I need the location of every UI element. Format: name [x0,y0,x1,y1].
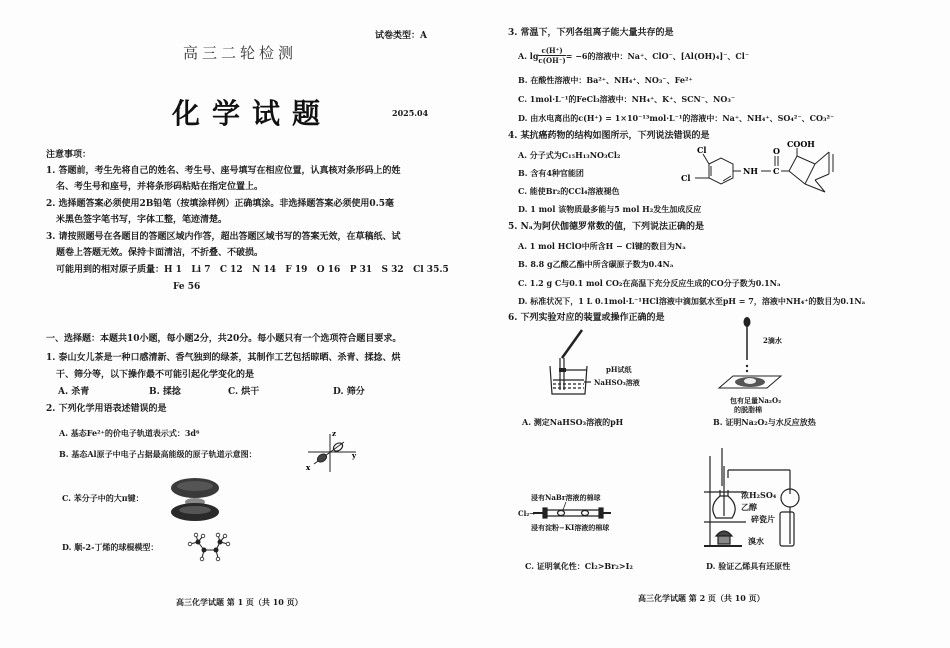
q2-option-a: A. 基态Fe²⁺的价电子轨道表示式：3d⁶ [59,428,200,438]
q1-stem-line2: 干、筛分等，以下操作最不可能引起化学变化的是 [56,370,255,380]
atomic-masses [56,265,449,276]
cooh-label: COOH [787,139,815,149]
q3-stem: 3. 常温下，下列各组离子能大量共存的是 [508,28,674,38]
q5-option-a: A. 1 mol HClO中所含H − Cl键的数目为Nₐ [518,241,686,251]
q1-option-d: D. 筛分 [333,387,365,397]
q1-option-c: C. 烘干 [228,387,260,397]
axis-y-label: y [352,451,357,460]
atomic-masses-label: 可能用到的相对原子质量： [56,265,165,275]
q3-option-a [518,46,749,65]
fig-b-label-drops: 2滴水 [763,336,782,345]
fig-c-label-bottom: 浸有淀粉−KI溶液的棉球 [531,523,610,532]
note-line: 米黑色签字笔书写，字体工整，笔迹清楚。 [56,215,228,225]
q2-stem: 2. 下列化学用语表述错误的是 [46,404,167,414]
q1-stem-line1: 1. 泰山女儿茶是一种口感清新、香气独到的绿茶，其制作工艺包括晾晒、杀青、揉捻、烘 [46,353,401,363]
q3-option-c: C. 1mol·L⁻¹的FeCl₃溶液中：NH₄⁺、K⁺、SCN⁻、NO₃⁻ [518,94,736,104]
q5-stem: 5. Nₐ为阿伏伽德罗常数的值，下列说法正确的是 [508,222,704,232]
exam-date: 2025.04 [392,108,429,118]
fig-d-label-bromine: 溴水 [748,536,764,546]
fig-a-label-paper: pH试纸 [606,365,632,374]
q2-option-d: D. 顺-2-丁烯的球棍模型： [62,542,159,552]
notes-heading: 注意事项： [46,150,92,160]
fig-b-dropper-cotton [715,316,785,394]
q3-option-b: B. 在酸性溶液中：Ba²⁺、NH₄⁺、NO₃⁻、Fe²⁺ [518,75,693,85]
p-orbital-diagram [300,428,360,474]
q5-option-b: B. 8.8 g乙酸乙酯中所含碳原子数为0.4Nₐ [518,259,674,269]
nh-label: NH [743,166,758,176]
section-heading: 一、选择题：本题共10小题，每小题2分，共20分。每小题只有一个选项符合题目要求。 [46,334,402,344]
note-line: 名、考生号和座号，并将条形码粘贴在指定位置上。 [56,182,264,192]
fig-d-label-ethanol: 乙醇 [741,502,757,512]
q5-option-d: D. 标准状况下，1 L 0.1mol·L⁻¹HCl溶液中滴加氨水至pH = 7，溶液中NH₄⁺的数目为0.1Nₐ [518,296,866,306]
q3-fraction-numerator: c(H⁺) [538,46,565,56]
fig-b-label-cotton-1: 包有足量Na₂O₂ [730,396,782,405]
exam-type-label: 试卷类型：A [375,31,427,41]
cl-left-label: Cl [681,173,691,183]
fig-b-caption: B. 证明Na₂O₂与水反应放热 [713,417,816,427]
q4-option-d: D. 1 mol 该物质最多能与5 mol H₂发生加成反应 [518,204,702,214]
o-label: O [773,146,780,156]
note-line: 2. 选择题答案必须使用2B铅笔（按填涂样例）正确填涂。非选择题答案必须使用0.5毫 [46,199,395,209]
q2-option-b: B. 基态Al原子中电子占据最高能级的原子轨道示意图： [59,449,257,459]
q4-option-a: A. 分子式为C₁₅H₁₃NO₃Cl₂ [518,150,621,160]
q3-fraction [538,46,565,65]
fig-c-label-gas: Cl₂→ [518,509,536,518]
q4-stem: 4. 某抗癌药物的结构如图所示，下列说法错误的是 [508,131,710,141]
q3-option-a-suffix: = −6的溶液中：Na⁺、ClO⁻、[Al(OH)₄]⁻、Cl⁻ [565,50,750,61]
q3-fraction-denominator: c(OH⁻) [538,56,566,65]
fig-c-glass-tube [533,502,613,524]
atomic-masses-values: H 1 Li 7 C 12 N 14 F 19 O 16 P 31 S 32 Cl 35.5 [164,265,449,275]
benzene-pi-bond-image [168,476,222,522]
atomic-masses-line2: Fe 56 [173,282,201,292]
exam-title: 化学试题 [172,97,333,130]
q2-option-c: C. 苯分子中的大π键： [62,493,144,503]
cl-top-label: Cl [697,145,707,155]
q5-option-c: C. 1.2 g C与0.1 mol CO₂在高温下充分反应生成的CO分子数为0.1Nₐ [518,278,781,288]
fig-d-caption: D. 验证乙烯具有还原性 [706,561,791,571]
page-footer: 高三化学试题 第 2 页（共 10 页） [638,593,765,603]
q4-option-c: C. 能使Br₂的CCl₄溶液褪色 [518,186,620,196]
exam-subtitle: 高三二轮检测 [183,44,298,62]
c-label: C [773,166,780,176]
axis-x-label: x [306,463,311,472]
fig-d-label-acid: 浓H₂SO₄ [741,490,777,500]
fig-a-caption: A. 测定NaHSO₃溶液的pH [522,417,624,427]
fig-c-label-top: 浸有NaBr溶液的棉球 [531,493,601,502]
axis-z-label: z [332,429,336,438]
note-line: 1. 答题前，考生先将自己的姓名、考生号、座号填写在相应位置，认真核对条形码上的姓 [46,166,401,176]
fig-d-label-chips: 碎瓷片 [751,514,775,524]
fig-a-label-solution: NaHSO₃溶液 [594,378,640,387]
q1-option-b: B. 揉捻 [149,387,181,397]
q3-option-d: D. 由水电离出的c(H⁺) = 1×10⁻¹³mol·L⁻¹的溶液中：Na⁺、NH₄⁺、SO₄²⁻、CO₃²⁻ [518,113,835,123]
fig-b-label-cotton-2: 的脱脂棉 [734,405,762,414]
q3-option-a-prefix: A. lg [518,50,539,61]
exam-page-2 [475,0,950,648]
q1-option-a: A. 杀青 [58,387,90,397]
fig-c-caption: C. 证明氧化性：Cl₂>Br₂>I₂ [525,561,633,571]
anticancer-drug-structure [667,138,867,208]
page-footer: 高三化学试题 第 1 页（共 10 页） [176,597,303,607]
cis-2-butene-ball-stick-model [184,532,236,564]
note-line: 3. 请按照题号在各题目的答题区域内作答，超出答题区域书写的答案无效，在草稿纸、试 [46,232,401,242]
q6-stem: 6. 下列实验对应的装置或操作正确的是 [508,313,665,323]
q4-option-b: B. 含有4种官能团 [518,168,584,178]
note-line: 题卷上答题无效。保持卡面清洁，不折叠、不破损。 [56,248,264,258]
